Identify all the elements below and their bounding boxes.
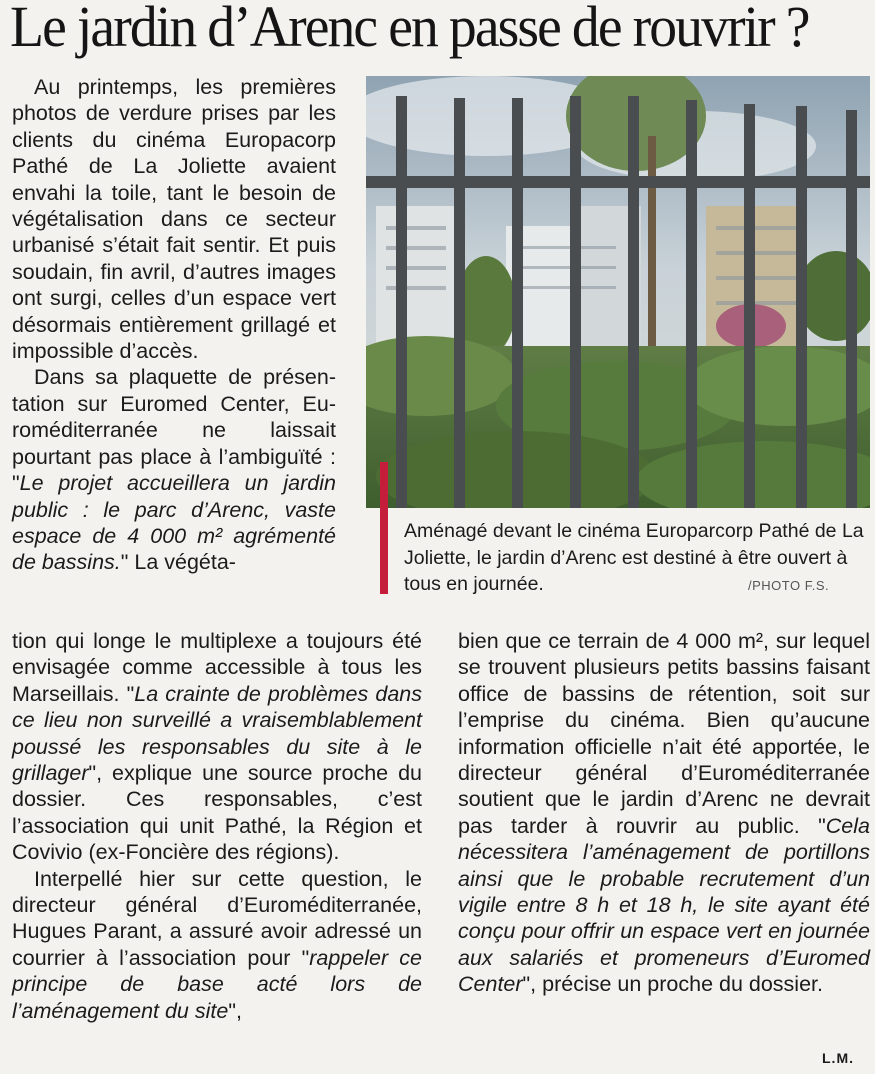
text-run: tion qui longe le multiplexe a toujours été envisagée comme accessible à tous les Marseillais. " [12, 629, 422, 706]
text-run: ", précise un proche du dossier. [522, 972, 823, 997]
article-paragraph: Au printemps, les premières photos de verdure prises par les clients du cinéma Europacorp Pathé de La Joliette avaient envahi la toile, tant le besoin de végétalisation dans ce secteur urbanisé s’était fait sentir. Et puis soudain, fin avril, d’autres images ont surgi, celles d’un espace vert désormais entièrement grillagé et impossible d’accès. [12, 75, 336, 364]
text-run: Dans sa plaquette de présentation sur Euromed Center, Euroméditerranée ne laissait pourtant pas place à l’ambiguïté : " [12, 365, 336, 496]
quote-text: rappeler ce principe de base acté lors de l’aménagement du site [12, 945, 422, 1023]
quote-text: Cela nécessitera l’aménagement de portillons ainsi que le probable recrutement d’un vigile entre 8 h et 18 h, le site ayant été conçu pour offrir un espace vert en journée aux salariés et promeneurs d’Euromed Center [458, 813, 870, 997]
author-signature: L.M. [822, 1050, 854, 1066]
article-paragraph [12, 628, 422, 866]
article-column-left-bottom [12, 628, 422, 1024]
text-run: ", [228, 998, 242, 1023]
quote-text: Le projet accueillera un jardin public : le parc d’Arenc, vaste espace de 4 000 m² agrémenté de bassins. [12, 471, 336, 575]
article-paragraph [458, 628, 870, 998]
article-headline: Le jardin d’Arenc en passe de rouvrir ? [10, 0, 809, 59]
article-column-right [458, 628, 870, 998]
article-paragraph [12, 866, 422, 1024]
article-paragraph [12, 364, 336, 575]
article-column-left-top [12, 74, 336, 576]
garden-fence-photo [366, 76, 870, 508]
photo-illustration [366, 76, 870, 508]
text-run: ", explique une source proche du dossier. Ces responsables, c’est l’association qui unit Pathé, la Région et Covivio (ex-Foncière des régions). [12, 761, 422, 865]
text-run: Interpellé hier sur cette question, le directeur général d’Euroméditerranée, Hugues Parant, a assuré avoir adressé un courrier à l’association pour " [12, 866, 422, 970]
text-run: bien que ce terrain de 4 000 m², sur lequel se trouvent plusieurs petits bassins faisant office de bassins de rétention, soit sur l’emprise du cinéma. Bien qu’aucune information officielle n’ait été apportée, le directeur général d’Euroméditerranée soutient que le jardin d’Arenc ne devrait pas tarder à rouvrir au public. " [458, 629, 870, 838]
text-run: " La végéta- [120, 550, 236, 575]
photo-credit: /PHOTO F.S. [748, 578, 830, 593]
caption-accent-bar [380, 462, 388, 594]
quote-text: La crainte de problèmes dans ce lieu non surveillé a vraisemblablement poussé les responsables du site à le grillager [12, 681, 422, 786]
photo-caption: Aménagé devant le cinéma Europarcorp Pathé de La Joliette, le jardin d’Arenc est destiné à être ouvert à tous en journée. [404, 520, 864, 595]
